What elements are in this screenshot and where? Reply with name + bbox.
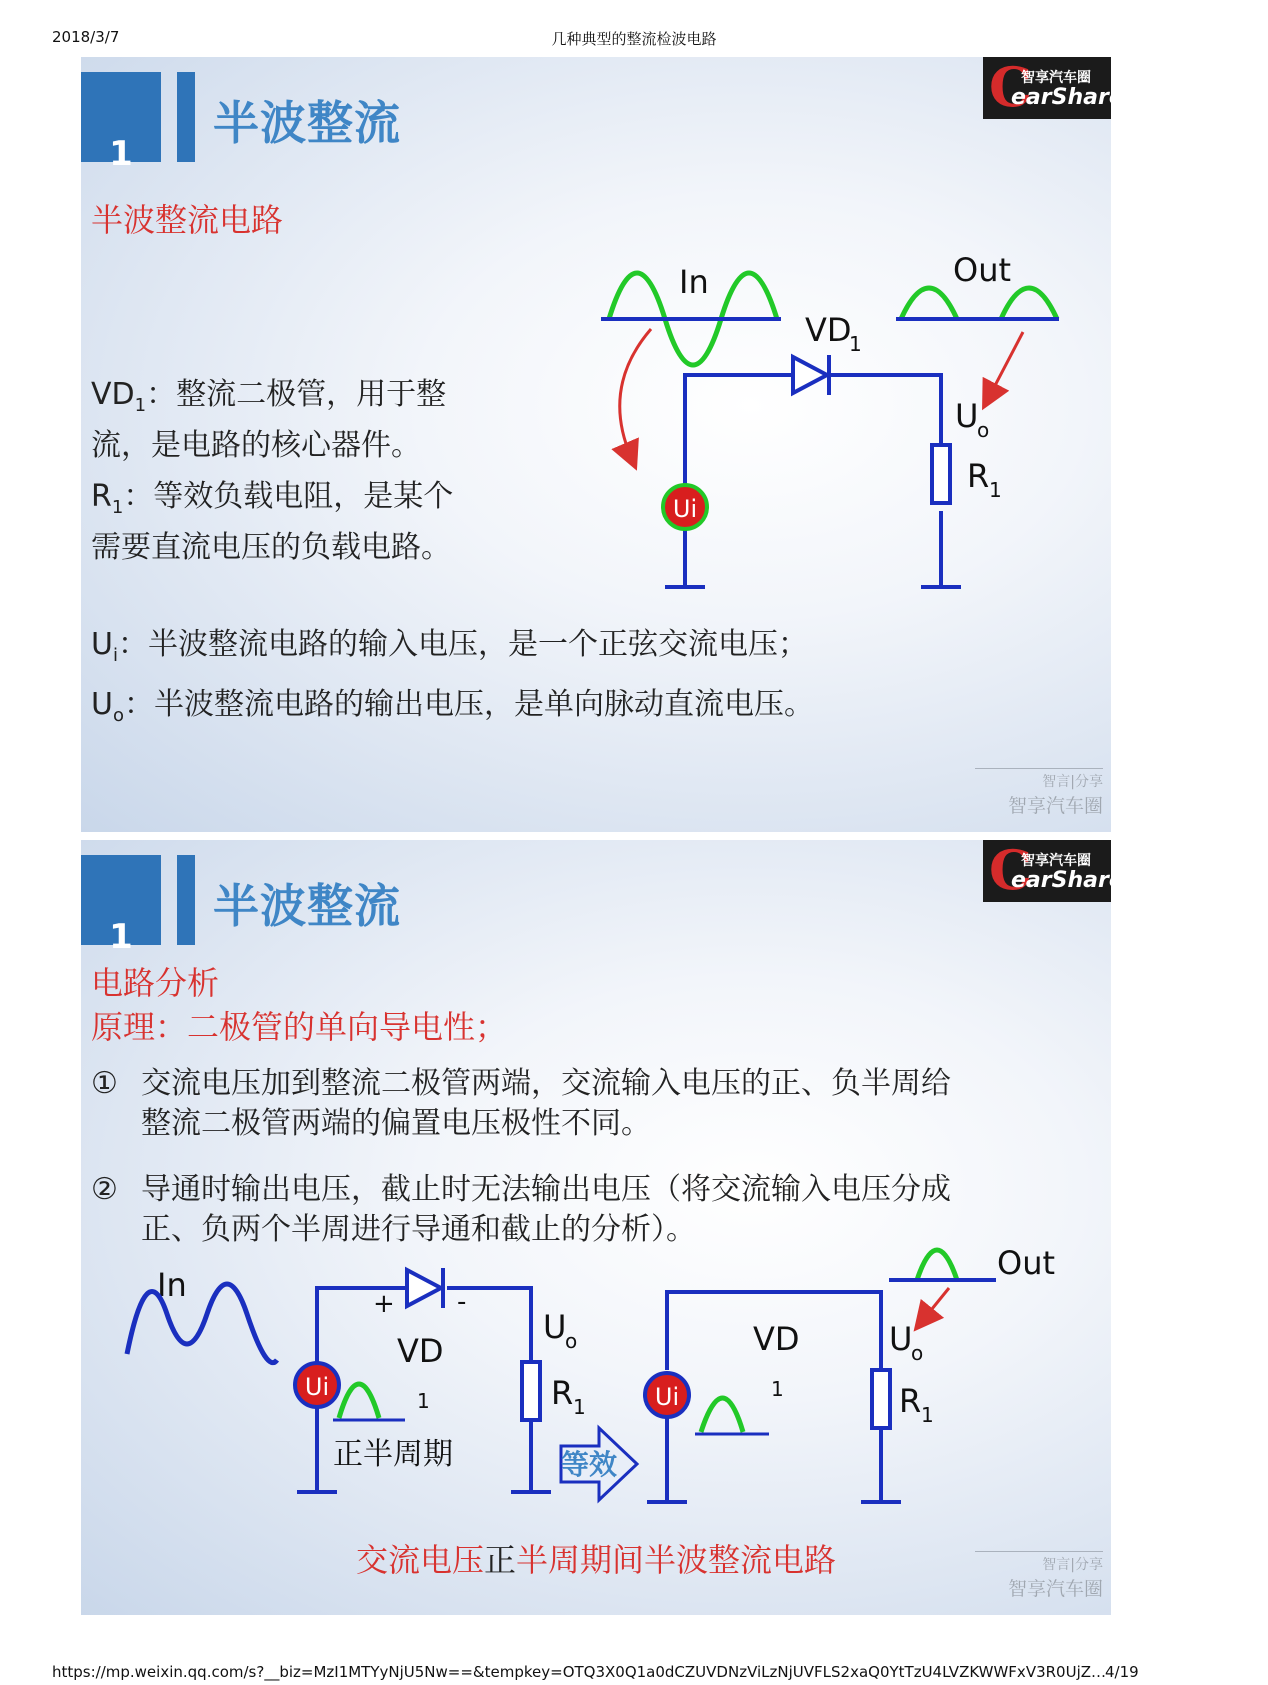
logo-text-bottom: earShare (1011, 85, 1124, 110)
r1-subscript-right: 1 (921, 1403, 934, 1427)
uo-label-right: U (889, 1320, 913, 1358)
r1-label-right: R (899, 1382, 922, 1420)
ui-source-label: Ui (672, 495, 698, 523)
in-label: In (679, 263, 709, 301)
resistor-r1 (932, 445, 950, 503)
point1-marker: ① (91, 1066, 118, 1101)
vd1-desc-line2: 流，是电路的核心器件。 (91, 428, 421, 463)
out-label: Out (953, 251, 1012, 289)
ui-label-left: Ui (304, 1373, 330, 1401)
diagram-caption (81, 1540, 1111, 1580)
point2-marker: ② (91, 1172, 118, 1207)
vd-label-left: VD (397, 1332, 444, 1370)
half-wave-circuit-diagram (81, 57, 1111, 832)
positive-half-wave-right (701, 1398, 743, 1432)
uo-desc-text: ：半波整流电路的输出电压，是单向脉动直流电压。 (123, 687, 814, 722)
positive-half-wave-left (339, 1384, 379, 1418)
caption-part-a: 交流电压 (355, 1541, 484, 1579)
output-half-wave (917, 1250, 957, 1280)
r1-subscript-left: 1 (573, 1395, 586, 1419)
r1-label: R (967, 457, 990, 495)
caption-part-b: 正 (483, 1541, 516, 1579)
watermark (975, 768, 1103, 818)
section-number: 1 (109, 917, 133, 957)
r1-subscript: 1 (989, 478, 1002, 502)
section-heading: 电路分析 (91, 964, 220, 1002)
conduction-analysis-diagram (81, 840, 1111, 1615)
watermark-line1: 智言|分享 (1042, 774, 1103, 790)
uo-subscript-left: o (565, 1329, 578, 1353)
point1-line1: 交流电压加到整流二极管两端，交流输入电压的正、负半周给 (141, 1066, 951, 1101)
r1-desc-line1: ：等效负载电阻，是某个 (123, 479, 454, 514)
page-number: 4/19 (1105, 1663, 1139, 1681)
watermark-line2: 智享汽车圈 (1007, 1578, 1103, 1600)
vd-subscript-left: 1 (417, 1389, 430, 1413)
vd1-subscript: 1 (849, 332, 862, 356)
input-arrow (620, 329, 651, 457)
vd1-description: $VD_1$：整流二极管，用于整 流，是电路的核心器件。 (91, 375, 446, 466)
point2-line1: 导通时输出电压，截止时无法输出电压（将交流输入电压分成 (141, 1172, 951, 1207)
output-waveform (901, 288, 1057, 319)
principle-line: 原理：二极管的单向导电性； (91, 1008, 508, 1046)
ui-desc-text: ：半波整流电路的输入电压，是一个正弦交流电压； (117, 627, 808, 662)
document-title: 几种典型的整流检波电路 (551, 30, 717, 48)
slide-subtitle: 半波整流电路 (91, 201, 284, 239)
output-arrow (923, 1288, 949, 1320)
output-arrow (989, 332, 1023, 397)
positive-half-label: 正半周期 (333, 1437, 453, 1472)
uo-label-left: U (543, 1308, 567, 1346)
r1-label-left: R (551, 1374, 574, 1412)
diode-vd (407, 1268, 443, 1308)
plus-sign: + (373, 1289, 395, 1319)
source-url: https://mp.weixin.qq.com/s?__biz=MzI1MTYyNjU5Nw==&tempkey=OTQ3X0Q1a0dCZUVDNzViLzNjUVFLS2xaQ0YtTzU4LVZKWWFxV3R0UjZ… (52, 1663, 1107, 1681)
uo-description: $U_o$：半波整流电路的输出电压，是单向脉动直流电压。 (91, 687, 814, 726)
in-label: In (157, 1266, 187, 1304)
ui-label-right: Ui (654, 1383, 680, 1411)
watermark-line2: 智享汽车圈 (1007, 795, 1103, 817)
slide-half-wave-circuit (81, 55, 1124, 832)
diode-vd1 (793, 355, 829, 395)
ui-description: $U_i$：半波整流电路的输入电压，是一个正弦交流电压； (91, 627, 808, 666)
uo-subscript-right: o (911, 1341, 924, 1365)
point2-line2: 正、负两个半周进行导通和截止的分析）。 (141, 1212, 696, 1247)
resistor-r1-left (522, 1362, 540, 1420)
logo-text-bottom: earShare (1011, 868, 1124, 893)
logo-letter: C (989, 838, 1032, 902)
input-waveform (127, 1284, 277, 1363)
section-number: 1 (109, 134, 133, 174)
uo-subscript: o (977, 418, 990, 442)
minus-sign: - (457, 1287, 467, 1317)
vd-subscript-right: 1 (771, 1377, 784, 1401)
vd1-label: VD (805, 311, 852, 349)
resistor-r1-right (872, 1370, 890, 1428)
r1-desc-line2: 需要直流电压的负载电路。 (91, 530, 451, 565)
slide-title: 半波整流 (213, 879, 401, 933)
vd-label-right: VD (753, 1320, 800, 1358)
vd1-desc-line1: ：整流二极管，用于整 (146, 377, 447, 412)
out-label: Out (997, 1244, 1056, 1282)
point1-line2: 整流二极管两端的偏置电压极性不同。 (141, 1106, 651, 1141)
uo-label: U (955, 397, 979, 435)
watermark (975, 1551, 1103, 1601)
logo-letter: C (989, 55, 1032, 119)
slide-title: 半波整流 (213, 96, 401, 150)
equiv-label: 等效 (561, 1448, 618, 1481)
print-date: 2018/3/7 (52, 28, 120, 46)
slide-circuit-analysis (81, 838, 1124, 1615)
r1-description: $R_1$：等效负载电阻，是某个 需要直流电压的负载电路。 (91, 477, 453, 568)
logo-text-top: 智享汽车圈 (1021, 853, 1091, 869)
watermark-line1: 智言|分享 (1042, 1557, 1103, 1573)
caption-part-c: 半周期间半波整流电路 (516, 1541, 837, 1579)
circuit-wires (685, 375, 941, 587)
logo-text-top: 智享汽车圈 (1021, 70, 1091, 86)
